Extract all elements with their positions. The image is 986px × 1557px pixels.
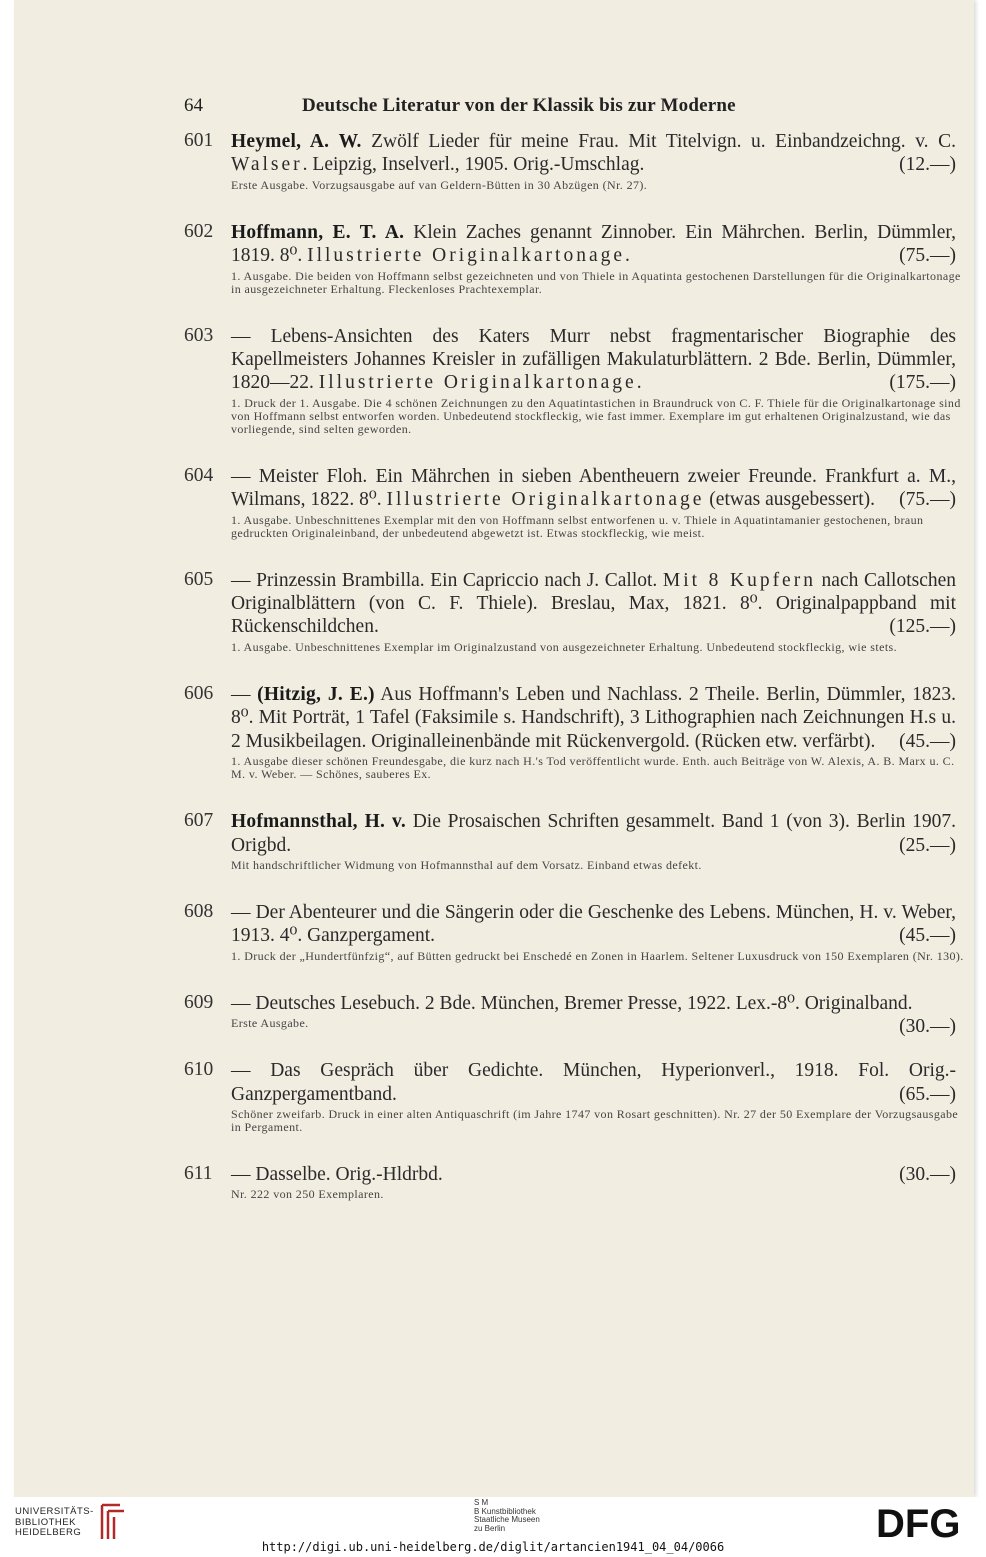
catalog-entry xyxy=(184,465,964,540)
entry-emphasis: Illustrierte Originalkartonage xyxy=(318,372,637,394)
entry-text-continued: nach Callotschen Originalblättern (von C. F. Thiele). Breslau, Max, 1821. 8⁰. Originalpappband mit Rückenschildchen. xyxy=(231,569,957,638)
university-library-emblem-icon xyxy=(98,1503,128,1541)
entry-emphasis: Illustrierte Originalkartonage xyxy=(386,489,705,511)
catalog-entry xyxy=(184,991,964,1038)
entry-number: 603 xyxy=(184,324,214,346)
entry-author: Heymel, A. W. xyxy=(231,131,362,152)
entry-text: Zwölf Lieder für meine Frau. Mit Titelvign. u. Einbandzeichng. v. C. xyxy=(361,131,956,152)
entry-text: — Der Abenteurer und die Sängerin oder die Geschenke des Lebens. München, H. v. Weber, 1913. 4⁰. Ganzpergament. xyxy=(231,901,956,947)
entry-price: (30.—) xyxy=(899,1163,956,1185)
dfg-logo[interactable] xyxy=(876,1501,972,1541)
entry-note: Schöner zweifarb. Druck in einer alten Antiquaschrift (im Jahre 1747 von Rosart geschnitten). Nr. 27 der 50 Exemplare der Vorzugsausgabe in Pergament. xyxy=(231,1106,959,1134)
entry-description xyxy=(231,465,964,512)
catalog-entries xyxy=(184,130,964,1230)
university-library-logo[interactable]: UNIVERSITÄTS- BIBLIOTHEK HEIDELBERG xyxy=(15,1506,94,1538)
catalog-entry xyxy=(184,221,964,296)
entry-description xyxy=(231,1059,964,1106)
catalog-entry xyxy=(184,810,964,872)
entry-author: (Hitzig, J. E.) xyxy=(257,683,375,705)
catalog-page xyxy=(14,0,974,1497)
entry-number: 610 xyxy=(184,1059,214,1081)
entry-text: — Dasselbe. Orig.-Hldrbd. xyxy=(231,1163,443,1185)
entry-description xyxy=(231,683,964,753)
entry-number: 606 xyxy=(184,682,214,704)
entry-text: — xyxy=(231,683,258,705)
entry-author: Hofmannsthal, H. v. xyxy=(231,811,406,833)
entry-description xyxy=(231,810,964,857)
entry-number: 601 xyxy=(184,130,214,151)
entry-note: 1. Ausgabe. Die beiden von Hoffmann selbst gezeichneten und von Thiele in Aquatinta gestochenen Darstellungen für die Originalkartonage in ausgezeichneter Erhaltung. Fleckenloses Prachtexemplar. xyxy=(231,268,961,296)
entry-note: Erste Ausgabe. xyxy=(231,1016,309,1031)
entry-price: (75.—) xyxy=(899,245,956,267)
entry-text-continued: . xyxy=(625,245,630,267)
entry-price: (45.—) xyxy=(899,925,956,947)
catalog-entry xyxy=(184,683,964,781)
catalog-entry xyxy=(184,901,964,963)
entry-note: Mit handschriftlicher Widmung von Hofmannsthal auf dem Vorsatz. Einband etwas defekt. xyxy=(231,857,702,872)
entry-number: 608 xyxy=(184,900,214,922)
page-number: 64 xyxy=(184,95,203,116)
catalog-entry xyxy=(184,1059,964,1134)
kunstbibliothek-logo[interactable]: S M B Kunstbibliothek Staatliche Museen zu Berlin xyxy=(474,1498,540,1533)
entry-description xyxy=(231,325,964,395)
entry-price: (175.—) xyxy=(889,372,956,394)
entry-number: 609 xyxy=(184,991,214,1013)
entry-note: Erste Ausgabe. Vorzugsausgabe auf van Geldern-Bütten in 30 Abzügen (Nr. 27). xyxy=(231,177,648,192)
entry-text-continued: (etwas ausgebessert). xyxy=(704,489,875,511)
catalog-entry xyxy=(184,1163,964,1201)
entry-description xyxy=(231,221,964,268)
entry-price: (125.—) xyxy=(889,616,956,638)
catalog-entry xyxy=(184,130,964,192)
entry-number: 605 xyxy=(184,568,214,590)
entry-author: Hoffmann, E. T. A. xyxy=(231,221,405,243)
entry-emphasis: Illustrierte Originalkartonage xyxy=(307,245,626,267)
entry-text: — Prinzessin Brambilla. Ein Capriccio nach J. Callot. xyxy=(231,569,663,591)
entry-number: 602 xyxy=(184,220,214,242)
page-title: Deutsche Literatur von der Klassik bis zur Moderne xyxy=(302,95,736,116)
entry-emphasis: Walser xyxy=(231,154,303,176)
entry-description xyxy=(231,130,964,177)
entry-text-continued: . Leipzig, Inselverl., 1905. Orig.-Umschlag. xyxy=(302,154,645,176)
entry-price: (25.—) xyxy=(899,834,956,856)
entry-number: 604 xyxy=(184,464,214,486)
entry-text: — Lebens-Ansichten des Katers Murr nebst fragmentarischer Biographie des Kapellmeisters Johannes Kreisler in zufälligen Makulaturblättern. 2 Bde. Berlin, Dümmler, 1820—22. xyxy=(231,325,956,394)
entry-price: (75.—) xyxy=(899,489,956,511)
entry-note: 1. Druck der „Hundertfünfzig“, auf Bütten gedruckt bei Enschedé en Zonen in Haarlem. Seltener Luxusdruck von 150 Exemplaren (Nr. 130). xyxy=(231,948,964,963)
entry-note: 1. Druck der 1. Ausgabe. Die 4 schönen Zeichnungen zu den Aquatintastichen in Braundruck von C. F. Thiele für die Originalkartonage sind von Hoffmann selbst entworfen worden. Unbedeutend stockfleckig, wie fast immer. Exemplare im gut erhaltenen Originalzustand, wie das vorliegende, sind selten geworden. xyxy=(231,395,961,436)
entry-text: — Das Gespräch über Gedichte. München, Hyperionverl., 1918. Fol. Orig.-Ganzpergamentband. xyxy=(231,1060,956,1105)
entry-text: — Meister Floh. Ein Mährchen in sieben Abentheuern zweier Freunde. Frankfurt a. M., Wilmans, 1822. 8⁰. xyxy=(231,465,956,511)
entry-price: (12.—) xyxy=(899,154,956,176)
entry-price: (65.—) xyxy=(899,1083,956,1105)
entry-description xyxy=(231,1163,964,1186)
entry-text: — Deutsches Lesebuch. 2 Bde. München, Bremer Presse, 1922. Lex.-8⁰. Originalband. xyxy=(231,992,913,1014)
entry-description xyxy=(231,901,964,948)
entry-emphasis: Mit 8 Kupfern xyxy=(662,569,816,591)
entry-text: Die Prosaischen Schriften gesammelt. Band 1 (von 3). Berlin 1907. Origbd. xyxy=(231,811,956,856)
entry-note: 1. Ausgabe. Unbeschnittenes Exemplar im Originalzustand von ausgezeichneter Erhaltung. Unbedeutend stockfleckig, wie stets. xyxy=(231,639,898,654)
catalog-entry xyxy=(184,569,964,654)
entry-note: Nr. 222 von 250 Exemplaren. xyxy=(231,1187,384,1202)
entry-text-continued: Aus Hoffmann's Leben und Nachlass. 2 Theile. Berlin, Dümmler, 1823. 8⁰. Mit Porträt, 1 Tafel (Faksimile s. Handschrift), 3 Lithographien nach Zeichnungen H.s u. 2 Musikbeilagen. Originalleinenbände mit Rückenvergold. (Rücken etw. verfärbt). xyxy=(231,683,957,752)
entry-price: (30.—) xyxy=(899,1016,956,1038)
catalog-entry xyxy=(184,325,964,436)
source-url[interactable]: http://digi.ub.uni-heidelberg.de/diglit/artancien1941_04_04/0066 xyxy=(261,1540,725,1554)
entry-number: 607 xyxy=(184,810,214,832)
footer xyxy=(0,1497,986,1557)
entry-description xyxy=(231,569,964,639)
entry-text-continued: . xyxy=(636,372,642,394)
entry-note: 1. Ausgabe dieser schönen Freundesgabe, die kurz nach H.'s Tod veröffentlicht wurde. Enth. auch Beiträge von W. Alexis, A. B. Marx u. C. M. v. Weber. — Schönes, sauberes Ex. xyxy=(231,754,955,782)
entry-note: 1. Ausgabe. Unbeschnittenes Exemplar mit den von Hoffmann selbst entworfenen u. v. Thiele in Aquatintamanier gestochenen, braun gedruckten Originaleinband, der unbedeutend abgewetzt ist. Etwas stockfleckig, wie meist. xyxy=(231,512,924,540)
entry-price: (45.—) xyxy=(899,730,956,752)
entry-number: 611 xyxy=(184,1162,213,1184)
entry-text: Klein Zaches genannt Zinnober. Ein Mährchen. Berlin, Dümmler, 1819. 8⁰. xyxy=(231,221,956,267)
dfg-logo-text: DFG xyxy=(876,1502,961,1541)
